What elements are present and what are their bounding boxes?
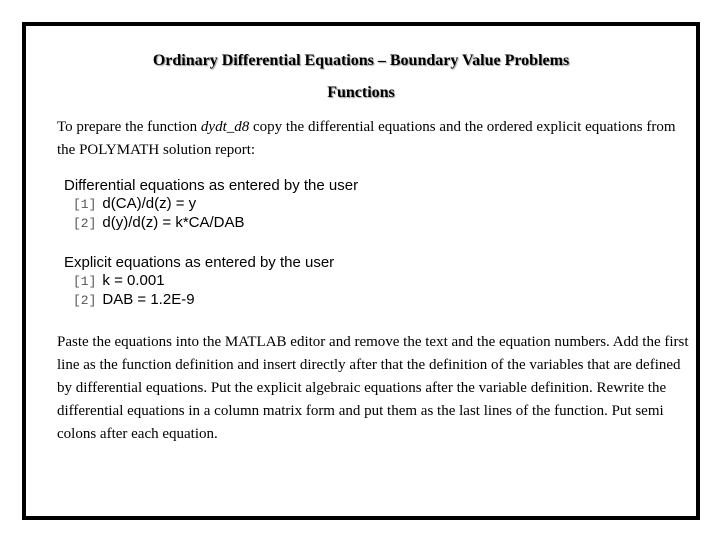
equation-text: d(y)/d(z) = k*CA/DAB (102, 214, 245, 231)
differential-equation-1 (64, 195, 358, 214)
equation-text: k = 0.001 (102, 272, 165, 289)
intro-paragraph (57, 116, 693, 162)
equation-text: DAB = 1.2E-9 (102, 291, 195, 308)
equation-text: d(CA)/d(z) = y (102, 195, 197, 212)
equation-number: [1] (73, 274, 97, 289)
explicit-heading: Explicit equations as entered by the user (64, 254, 335, 271)
function-name: dydt_d8 (200, 119, 250, 135)
instructions-paragraph: Paste the equations into the MATLAB editor and remove the text and the equation numbers. Add the first line as the function definition and insert directly after that the definition of the variables that are defined by differential equations. Put the explicit algebraic equations after the variable definition. Rewrite the differential equations in a column matrix form and put them as the last lines of the function. Put semi colons after each equation. (57, 334, 689, 442)
slide-frame (22, 22, 700, 520)
intro-text-after: copy the differential equations and the ordered explicit equations from the POLYMATH solution report: (57, 119, 676, 158)
equation-number: [2] (73, 293, 97, 308)
differential-heading: Differential equations as entered by the user (64, 177, 359, 194)
differential-equation-2 (64, 214, 358, 233)
equation-number: [1] (73, 197, 97, 212)
explicit-equation-2 (64, 291, 334, 310)
explicit-equations-block (64, 254, 334, 310)
equation-number: [2] (73, 216, 97, 231)
slide-subtitle: Functions (327, 84, 395, 101)
explicit-equation-1 (64, 272, 334, 291)
intro-text-before: To prepare the function (57, 119, 201, 135)
slide-title: Ordinary Differential Equations – Boundary Value Problems (152, 52, 570, 69)
differential-equations-block (64, 177, 358, 233)
